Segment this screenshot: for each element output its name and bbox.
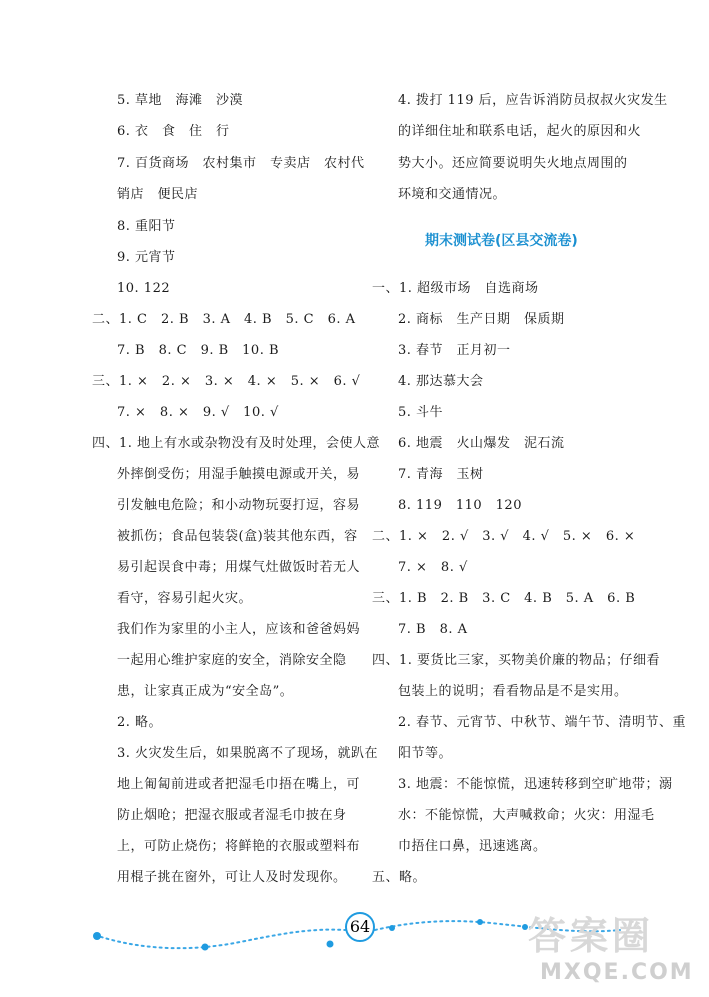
answer-line: 5. 草地 海滩 沙漠 xyxy=(117,93,244,108)
dot-icon xyxy=(93,932,101,940)
answer-line: 一起用心维护家庭的安全，消除安全隐 xyxy=(117,653,347,668)
answer-line: 9. 元宵节 xyxy=(117,250,176,265)
answer-line: 易引起误食中毒；用煤气灶做饭时若无人 xyxy=(117,560,361,575)
answer-line: 三、1. × 2. × 3. × 4. × 5. × 6. √ xyxy=(92,374,361,389)
answer-line: 阳节等。 xyxy=(398,746,453,761)
answer-line: 三、1. B 2. B 3. C 4. B 5. A 6. B xyxy=(372,591,636,606)
answer-line: 7. × 8. √ xyxy=(398,560,468,575)
answer-line: 我们作为家里的小主人，应该和爸爸妈妈 xyxy=(117,622,361,637)
dot-icon xyxy=(202,944,209,951)
answer-line: 五、略。 xyxy=(372,870,427,885)
answer-line: 四、1. 要货比三家，买物美价廉的物品；仔细看 xyxy=(372,653,661,668)
answer-line: 6. 地震 火山爆发 泥石流 xyxy=(398,436,565,451)
answer-line: 的详细住址和联系电话，起火的原因和火 xyxy=(398,124,642,139)
answer-line: 巾捂住口鼻，迅速逃离。 xyxy=(398,839,547,854)
answer-line: 环境和交通情况。 xyxy=(398,187,507,202)
answer-line: 5. 斗牛 xyxy=(398,405,444,420)
answer-line: 7. 青海 玉树 xyxy=(398,467,484,482)
answer-line: 3. 火灾发生后，如果脱离不了现场，就趴在 xyxy=(117,746,379,761)
answer-line: 3. 春节 正月初一 xyxy=(398,343,511,358)
answer-line: 2. 春节、元宵节、中秋节、端午节、清明节、重 xyxy=(398,715,687,730)
answer-line: 四、1. 地上有水或杂物没有及时处理，会使人意 xyxy=(92,436,381,451)
watermark-logo: 答案圈 xyxy=(528,914,655,958)
answer-line: 引发触电危险；和小动物玩耍打逗，容易 xyxy=(117,498,361,513)
answer-line: 2. 略。 xyxy=(117,715,163,730)
answer-line: 7. × 8. × 9. √ 10. √ xyxy=(117,405,279,420)
answer-line: 防止烟呛；把湿衣服或者湿毛巾披在身 xyxy=(117,808,347,823)
answer-line: 4. 拨打 119 后，应告诉消防员叔叔火灾发生 xyxy=(398,93,668,108)
dot-icon xyxy=(477,919,483,925)
answer-line: 被抓伤；食品包装袋(盒)装其他东西，容 xyxy=(117,529,358,544)
answer-line: 7. B 8. C 9. B 10. B xyxy=(117,343,280,358)
answer-line: 销店 便民店 xyxy=(117,187,199,202)
answer-line: 一、1. 超级市场 自选商场 xyxy=(372,281,539,296)
answer-line: 2. 商标 生产日期 保质期 xyxy=(398,312,565,327)
dot-icon xyxy=(327,941,334,948)
answer-line: 势大小。还应简要说明失火地点周围的 xyxy=(398,156,628,171)
answer-line: 外摔倒受伤；用湿手触摸电源或开关，易 xyxy=(117,467,361,482)
watermark-url: MXQE.COM xyxy=(540,960,694,985)
answer-line: 10. 122 xyxy=(117,281,171,296)
section-title: 期末测试卷(区县交流卷) xyxy=(425,233,578,249)
answer-line: 6. 衣 食 住 行 xyxy=(117,124,230,139)
answer-line: 地上匍匐前进或者把湿毛巾捂在嘴上，可 xyxy=(117,777,361,792)
answer-line: 看守，容易引起火灾。 xyxy=(117,591,253,606)
answer-line: 二、1. C 2. B 3. A 4. B 5. C 6. A xyxy=(92,312,356,327)
answer-line: 水：不能惊慌，大声喊救命；火灾：用湿毛 xyxy=(398,808,655,823)
answer-line: 4. 那达慕大会 xyxy=(398,374,484,389)
answer-line: 二、1. × 2. √ 3. √ 4. √ 5. × 6. × xyxy=(372,529,636,544)
answer-line: 3. 地震：不能惊慌，迅速转移到空旷地带；溺 xyxy=(398,777,673,792)
dot-icon xyxy=(389,925,395,931)
answer-line: 7. 百货商场 农村集市 专卖店 农村代 xyxy=(117,156,365,171)
answer-line: 上，可防止烧伤；将鲜艳的衣服或塑料布 xyxy=(117,839,361,854)
answer-line: 8. 重阳节 xyxy=(117,219,176,234)
answer-line: 用棍子挑在窗外，可让人及时发现你。 xyxy=(117,870,347,885)
page-number: 64 xyxy=(345,912,375,942)
answer-line: 8. 119 110 120 xyxy=(398,498,522,513)
answer-line: 患，让家真正成为“安全岛”。 xyxy=(117,684,294,699)
answer-line: 7. B 8. A xyxy=(398,622,468,637)
answer-line: 包装上的说明；看看物品是不是实用。 xyxy=(398,684,628,699)
